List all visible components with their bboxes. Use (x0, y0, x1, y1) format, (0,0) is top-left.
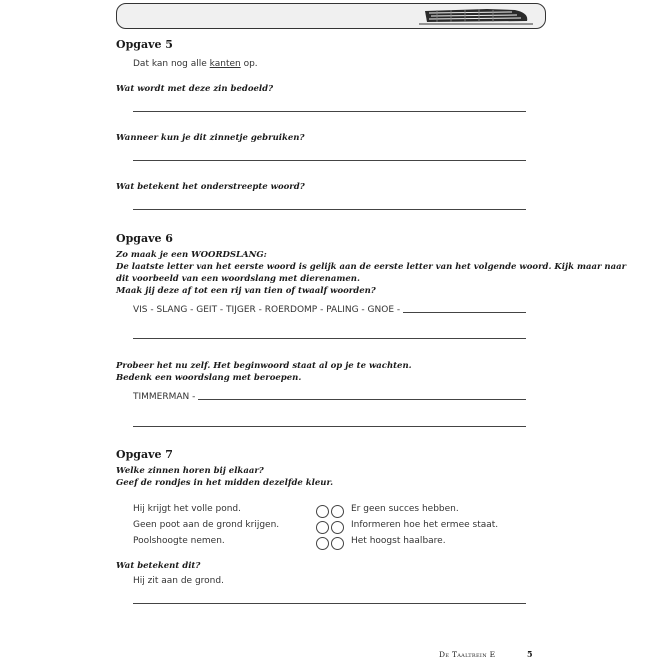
right-sentence-2: Informeren hoe het ermee staat. (351, 520, 499, 530)
opgave7-heading: Opgave 7 (116, 448, 173, 461)
opgave6-instruction-1: Zo maak je een WOORDSLANG: (116, 250, 267, 260)
answer-line[interactable] (133, 160, 526, 161)
opgave7-sentence: Hij zit aan de grond. (133, 576, 224, 586)
circle-left-3[interactable] (316, 537, 329, 550)
train-sketch-icon (417, 5, 537, 27)
answer-line[interactable] (133, 338, 526, 339)
opgave6-heading: Opgave 6 (116, 232, 173, 245)
header-bar (116, 3, 546, 29)
right-sentence-1: Er geen succes hebben. (351, 504, 459, 514)
answer-line[interactable] (133, 603, 526, 604)
opgave6-prompt-2: Bedenk een woordslang met beroepen. (116, 373, 302, 383)
opgave7-instruction-1: Welke zinnen horen bij elkaar? (116, 466, 264, 476)
answer-line[interactable] (198, 399, 526, 400)
opgave6-instruction-4: Maak jij deze af tot een rij van tien of twaalf woorden? (116, 286, 376, 296)
opgave7-question: Wat betekent dit? (116, 561, 201, 571)
circle-right-1[interactable] (331, 505, 344, 518)
answer-line[interactable] (403, 312, 526, 313)
left-sentence-3: Poolshoogte nemen. (133, 536, 225, 546)
opgave7-instruction-2: Geef de rondjes in het midden dezelfde kleur. (116, 478, 334, 488)
left-sentence-2: Geen poot aan de grond krijgen. (133, 520, 280, 530)
opgave6-instruction-2: De laatste letter van het eerste woord is gelijk aan de eerste letter van het volgende woord. Kijk maar naar (116, 262, 627, 272)
underlined-word: kanten (209, 59, 241, 69)
opgave6-prompt-1: Probeer het nu zelf. Het beginwoord staat al op je te wachten. (116, 361, 412, 371)
opgave5-sentence: Dat kan nog alle kanten op. (133, 59, 258, 69)
opgave5-question-3: Wat betekent het onderstreepte woord? (116, 182, 305, 192)
circle-right-3[interactable] (331, 537, 344, 550)
example-chain: VIS - SLANG - GEIT - TIJGER - ROERDOMP - PALING - GNOE - (133, 305, 401, 315)
left-sentence-1: Hij krijgt het volle pond. (133, 504, 242, 514)
start-word: TIMMERMAN - (133, 392, 196, 402)
opgave5-question-1: Wat wordt met deze zin bedoeld? (116, 84, 274, 94)
circle-right-2[interactable] (331, 521, 344, 534)
opgave5-question-2: Wanneer kun je dit zinnetje gebruiken? (116, 133, 305, 143)
circle-left-2[interactable] (316, 521, 329, 534)
example-chain-row (133, 305, 526, 315)
footer-title: De Taaltrein E (439, 650, 496, 659)
opgave5-heading: Opgave 5 (116, 38, 173, 51)
start-word-row (133, 392, 526, 402)
answer-line[interactable] (133, 209, 526, 210)
answer-line[interactable] (133, 111, 526, 112)
page-number: 5 (527, 649, 533, 659)
answer-line[interactable] (133, 426, 526, 427)
opgave6-instruction-3: dit voorbeeld van een woordslang met dierenamen. (116, 274, 360, 284)
circle-left-1[interactable] (316, 505, 329, 518)
right-sentence-3: Het hoogst haalbare. (351, 536, 446, 546)
